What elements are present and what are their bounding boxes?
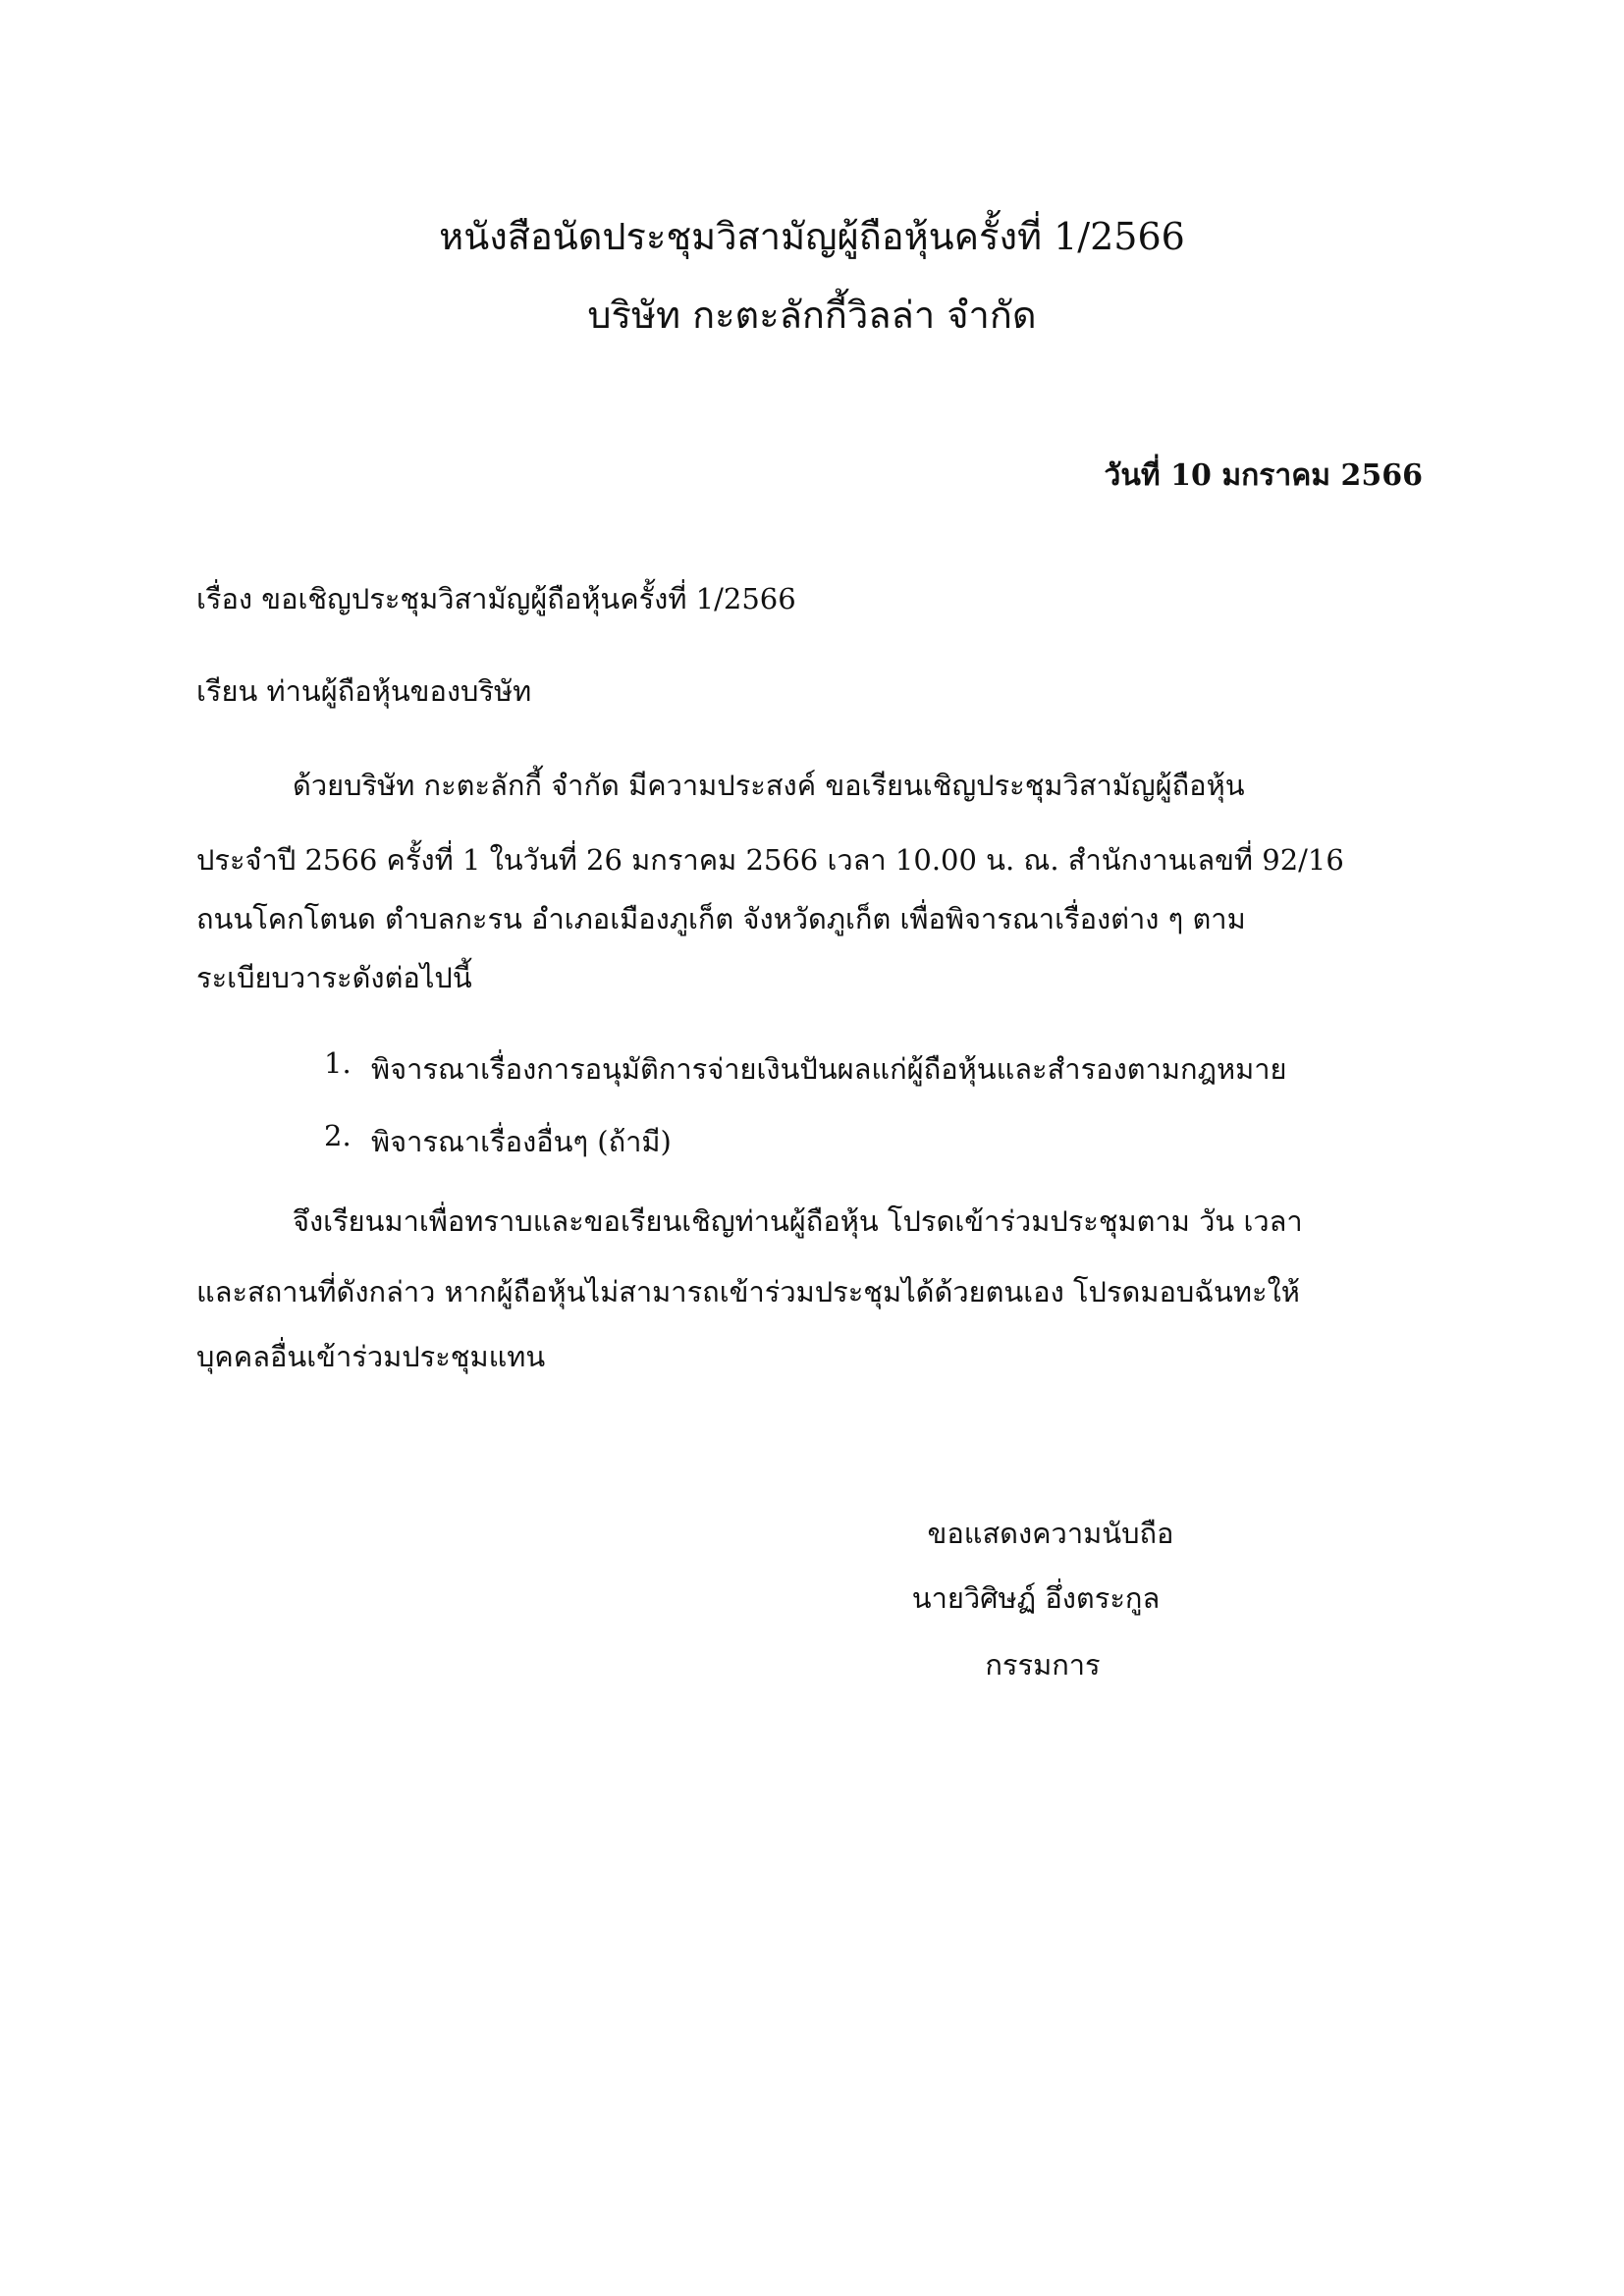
paragraph-line: และสถานที่ดังกล่าว หากผู้ถือหุ้นไม่สามารถเข้าร่วมประชุมได้ด้วยตนเอง โปรดมอบฉันทะให้ <box>196 1275 1300 1308</box>
signature-closing: ขอแสดงความนับถือ <box>927 1517 1174 1550</box>
letter-date: วันที่ 10 มกราคม 2566 <box>1104 458 1423 493</box>
letter-subject: เรื่อง ขอเชิญประชุมวิสามัญผู้ถือหุ้นครั้งที่ 1/2566 <box>196 582 796 615</box>
document-title: หนังสือนัดประชุมวิสามัญผู้ถือหุ้นครั้งที่ 1/2566 <box>439 215 1185 258</box>
paragraph-line: ระเบียบวาระดังต่อไปนี้ <box>196 961 472 994</box>
agenda-item-text: พิจารณาเรื่องอื่นๆ (ถ้ามี) <box>371 1125 672 1158</box>
letter-recipient: เรียน ท่านผู้ถือหุ้นของบริษัท <box>196 674 532 708</box>
agenda-item-text: พิจารณาเรื่องการอนุมัติการจ่ายเงินปันผลแก่ผู้ถือหุ้นและสำรองตามกฎหมาย <box>371 1052 1287 1086</box>
paragraph-line: ประจำปี 2566 ครั้งที่ 1 ในวันที่ 26 มกราคม 2566 เวลา 10.00 น. ณ. สำนักงานเลขที่ 92/16 <box>196 843 1344 877</box>
agenda-item-number: 1. <box>324 1046 352 1080</box>
signatory-name: นายวิศิษฏ์ อึ่งตระกูล <box>911 1581 1161 1615</box>
agenda-item-number: 2. <box>324 1119 352 1152</box>
company-name: บริษัท กะตะลักกี้วิลล่า จำกัด <box>587 294 1037 337</box>
signatory-position: กรรมการ <box>985 1648 1101 1682</box>
paragraph-line: จึงเรียนมาเพื่อทราบและขอเรียนเชิญท่านผู้ถือหุ้น โปรดเข้าร่วมประชุมตาม วัน เวลา <box>293 1204 1303 1238</box>
paragraph-line: ด้วยบริษัท กะตะลักกี้ จำกัด มีความประสงค์ ขอเรียนเชิญประชุมวิสามัญผู้ถือหุ้น <box>293 769 1245 802</box>
paragraph-line: ถนนโคกโตนด ตำบลกะรน อำเภอเมืองภูเก็ต จังหวัดภูเก็ต เพื่อพิจารณาเรื่องต่าง ๆ ตาม <box>196 902 1246 935</box>
paragraph-line: บุคคลอื่นเข้าร่วมประชุมแทน <box>196 1340 546 1373</box>
